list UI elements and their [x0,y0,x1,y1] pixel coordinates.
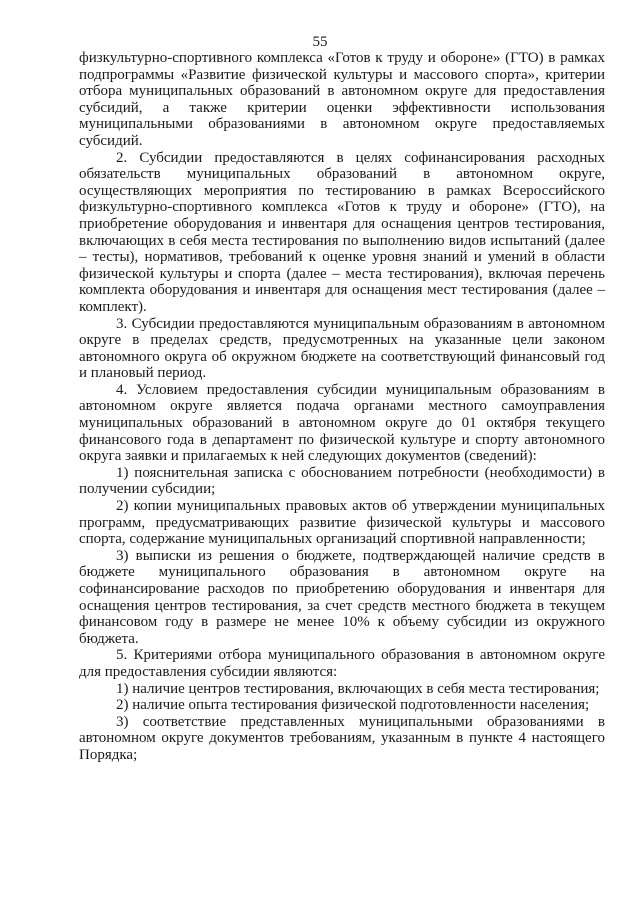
paragraph-subitem-5-3: 3) соответствие представленных муниципальными образованиями в автономном округе документов требованиям, указанным в пункте 4 настоящего Порядка; [79,713,605,763]
paragraph-item-5: 5. Критериями отбора муниципального образования в автономном округе для предоставления субсидии являются: [79,647,605,680]
paragraph-subitem-4-3: 3) выписки из решения о бюджете, подтверждающей наличие средств в бюджете муниципального образования в автономном округе на софинансирование расходов по приобретению оборудования и инвентаря для оснащения центров тестирования, за счет средств местного бюджета в текущем финансовом году в размере не менее 10% к объему субсидии из окружного бюджета. [79,547,605,647]
document-body [79,50,605,764]
paragraph-subitem-4-2: 2) копии муниципальных правовых актов об утверждении муниципальных программ, предусматривающих развитие физической культуры и массового спорта, содержание муниципальных организаций спортивной направленности; [79,498,605,548]
paragraph-item-4: 4. Условием предоставления субсидии муниципальным образованиям в автономном округе является подача органами местного самоуправления муниципальных образований в автономном округе до 01 октября текущего финансового года в департамент по физической культуре и спорту автономного округа заявки и прилагаемых к ней следующих документов (сведений): [79,381,605,465]
paragraph-subitem-5-1: 1) наличие центров тестирования, включающих в себя места тестирования; [116,680,600,697]
paragraph-item-2: 2. Субсидии предоставляются в целях софинансирования расходных обязательств муниципальных образований в автономном округе, осуществляющих мероприятия по тестированию в рамках Всероссийского физкультурно-спортивного комплекса «Готов к труду и обороне» (ГТО), на приобретение оборудования и инвентаря для оснащения центров тестирования, включающих в себя места тестирования по выполнению видов испытаний (далее – тесты), нормативов, требований к оценке уровня знаний и умений в области физической культуры и спорта (далее – места тестирования), включая перечень комплекта оборудования и инвентаря для оснащения мест тестирования (далее – комплект). [79,149,605,315]
paragraph-item-3: 3. Субсидии предоставляются муниципальным образованиям в автономном округе в пределах средств, предусмотренных на указанные цели законом автономного округа об окружном бюджете на соответствующий финансовый год и плановый период. [79,315,605,382]
paragraph-subitem-4-1: 1) пояснительная записка с обоснованием потребности (необходимости) в получении субсидии; [79,464,605,498]
page-number: 55 [312,34,328,50]
paragraph-continuation: физкультурно-спортивного комплекса «Готов к труду и обороне» (ГТО) в рамках подпрограммы «Развитие физической культуры и массового спорта», критерии отбора муниципальных образований в автономном округе для предоставления субсидий, а также критерии оценки эффективности использования муниципальными образованиями в автономном округе предоставляемых субсидий. [79,50,605,149]
paragraph-subitem-5-2: 2) наличие опыта тестирования физической подготовленности населения; [116,697,590,714]
